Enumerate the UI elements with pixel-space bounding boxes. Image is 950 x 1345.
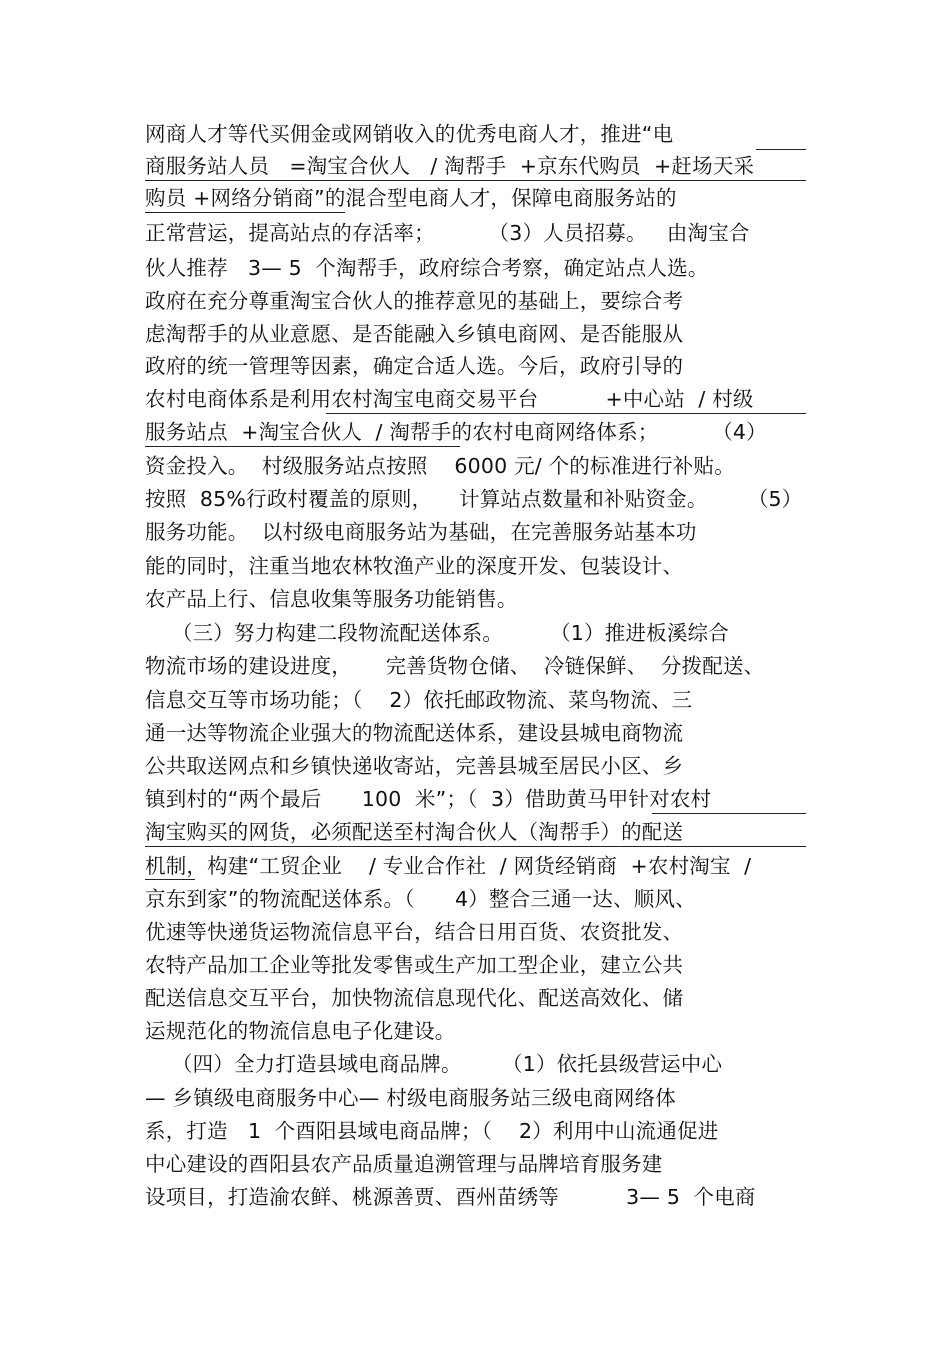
underline-rule <box>145 846 806 847</box>
text-line: 商服务站人员 =淘宝合伙人 / 淘帮手 +京东代购员 +赶场天采 <box>145 154 755 178</box>
text-line: 京东到家”的物流配送体系。（ 4）整合三通一达、顺风、 <box>145 887 696 911</box>
text-line: 政府的统一管理等因素，确定合适人选。今后，政府引导的 <box>145 354 684 378</box>
text-line: 按照 85%行政村覆盖的原则， 计算站点数量和补贴资金。 （5） <box>145 487 803 511</box>
text-line: 中心建设的酉阳县农产品质量追溯管理与品牌培育服务建 <box>145 1152 663 1176</box>
underline-rule <box>652 813 806 814</box>
text-line: 虑淘帮手的从业意愿、是否能融入乡镇电商网、是否能服从 <box>145 322 684 346</box>
text-line: 服务功能。 以村级电商服务站为基础，在完善服务站基本功 <box>145 520 697 544</box>
text-line: 公共取送网点和乡镇快递收寄站，完善县城至居民小区、乡 <box>145 754 684 778</box>
underline-rule <box>756 149 806 150</box>
text-line: 资金投入。 村级服务站点按照 6000 元/ 个的标准进行补贴。 <box>145 454 735 478</box>
text-line: 镇到村的“两个最后 100 米”；（ 3）借助黄马甲针对农村 <box>145 787 712 811</box>
underline-rule <box>145 212 345 213</box>
text-line: 优速等快递货运物流信息平台，结合日用百货、农资批发、 <box>145 920 684 944</box>
text-line: 能的同时，注重当地农林牧渔产业的深度开发、包装设计、 <box>145 554 684 578</box>
text-line: 配送信息交互平台，加快物流信息现代化、配送高效化、储 <box>145 986 684 1010</box>
text-line: （四）全力打造县域电商品牌。 （1）依托县级营运中心 <box>145 1052 723 1076</box>
text-line: 购员 +网络分销商”的混合型电商人才，保障电商服务站的 <box>145 186 677 210</box>
text-line: 信息交互等市场功能；（ 2）依托邮政物流、菜鸟物流、三 <box>145 688 693 712</box>
text-line: 设项目，打造渝农鲜、桃源善贾、酉州苗绣等 3— 5 个电商 <box>145 1185 756 1209</box>
text-line: 政府在充分尊重淘宝合伙人的推荐意见的基础上，要综合考 <box>145 289 684 313</box>
text-line: 运规范化的物流信息电子化建设。 <box>145 1019 456 1043</box>
text-line: 网商人才等代买佣金或网销收入的优秀电商人才，推进“电 <box>145 122 674 146</box>
underline-rule <box>326 413 806 414</box>
underline-rule <box>145 180 806 181</box>
text-line: — 乡镇级电商服务中心— 村级电商服务站三级电商网络体 <box>145 1086 676 1110</box>
text-line: 伙人推荐 3— 5 个淘帮手，政府综合考察，确定站点人选。 <box>145 256 709 280</box>
text-line: 机制，构建“工贸企业 / 专业合作社 / 网货经销商 +农村淘宝 / <box>145 854 752 878</box>
text-line: 淘宝购买的网货，必须配送至村淘合伙人（淘帮手）的配送 <box>145 820 684 844</box>
text-line: 农村电商体系是利用农村淘宝电商交易平台 +中心站 / 村级 <box>145 387 754 411</box>
text-line: 服务站点 +淘宝合伙人 / 淘帮手的农村电商网络体系； （4） <box>145 420 767 444</box>
underline-rule <box>145 446 460 447</box>
text-line: 通一达等物流企业强大的物流配送体系，建设县城电商物流 <box>145 721 684 745</box>
text-line: （三）努力构建二段物流配送体系。 （1）推进板溪综合 <box>145 621 729 645</box>
text-line: 农产品上行、信息收集等服务功能销售。 <box>145 587 518 611</box>
text-line: 农特产品加工企业等批发零售或生产加工型企业，建立公共 <box>145 953 684 977</box>
text-line: 系，打造 1 个酉阳县域电商品牌；（ 2）利用中山流通促进 <box>145 1119 719 1143</box>
text-line: 正常营运，提高站点的存活率； （3）人员招募。 由淘宝合 <box>145 221 750 245</box>
text-line: 物流市场的建设进度， 完善货物仓储、 冷链保鲜、 分拨配送、 <box>145 654 765 678</box>
underline-rule <box>145 879 195 880</box>
